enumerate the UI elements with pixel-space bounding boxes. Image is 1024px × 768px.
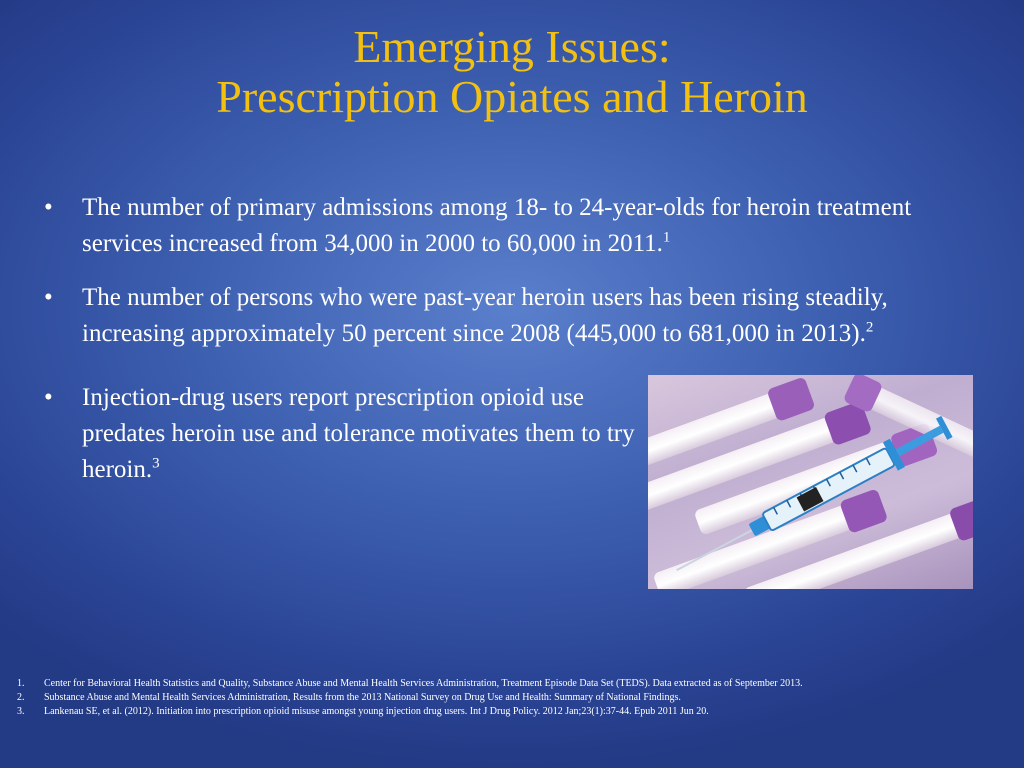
bullet-dot-icon: •	[44, 194, 53, 221]
footnote-number: 1.	[17, 678, 25, 689]
title-line-1: Emerging Issues:	[353, 21, 671, 72]
title-line-2: Prescription Opiates and Heroin	[216, 71, 808, 122]
bullet-dot-icon: •	[44, 384, 53, 411]
footnote-text: Center for Behavioral Health Statistics and Quality, Substance Abuse and Mental Health Services Administration, Treatment Episode Data Set (TEDS). Data extracted as of September 2013.	[44, 678, 803, 689]
footnote-text: Lankenau SE, et al. (2012). Initiation into prescription opioid misuse amongst young injection drug users. Int J Drug Policy. 2012 Jan;23(1):37-44. Epub 2011 Jun 20.	[44, 706, 709, 717]
syringes-photo	[648, 375, 973, 589]
bullet-item	[44, 190, 984, 262]
footnote-text: Substance Abuse and Mental Health Services Administration, Results from the 2013 National Survey on Drug Use and Health: Summary of National Findings.	[44, 692, 681, 703]
footnote-item	[17, 705, 1017, 719]
bullet-item	[44, 380, 642, 488]
bullet-text: The number of persons who were past-year heroin users has been rising steadily, increasing approximately 50 percent since 2008 (445,000 to 681,000 in 2013).	[82, 284, 888, 347]
slide-title	[0, 22, 1024, 122]
footnote-ref: 1	[662, 229, 671, 246]
footnote-number: 2.	[17, 692, 25, 703]
footnote-list	[17, 677, 1017, 719]
footnote-number: 3.	[17, 706, 25, 717]
bullet-item	[44, 280, 962, 352]
bullet-text: The number of primary admissions among 18- to 24-year-olds for heroin treatment services increased from 34,000 in 2000 to 60,000 in 2011.	[82, 194, 912, 257]
footnote-item	[17, 677, 1017, 691]
footnote-ref: 2	[865, 319, 874, 336]
bullet-dot-icon: •	[44, 284, 53, 311]
syringes-illustration-icon	[648, 375, 973, 589]
footnote-item	[17, 691, 1017, 705]
bullet-text: Injection-drug users report prescription opioid use predates heroin use and tolerance motivates them to try heroin.	[82, 384, 635, 483]
footnote-ref: 3	[152, 455, 160, 472]
